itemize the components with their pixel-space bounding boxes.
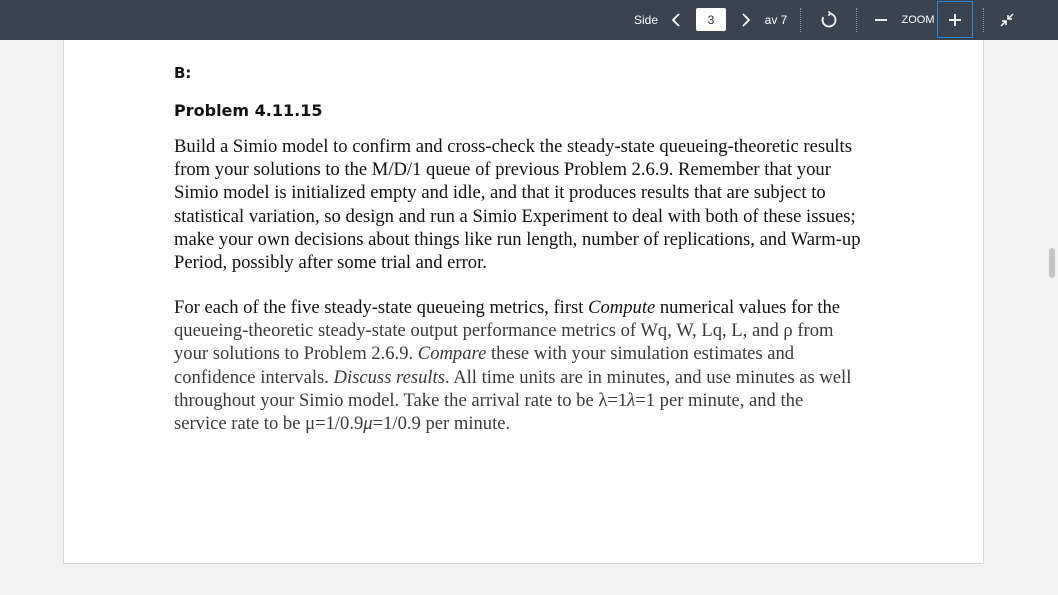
viewer-toolbar xyxy=(0,0,1058,40)
minus-icon xyxy=(874,13,888,27)
page-number-input[interactable] xyxy=(696,8,726,31)
rotate-icon xyxy=(820,11,838,29)
document-page xyxy=(63,40,984,564)
toolbar-divider xyxy=(983,8,985,32)
vertical-scrollbar-thumb[interactable] xyxy=(1049,248,1055,278)
paragraph-line: your solutions to Problem 2.6.9. Compare these with your simulation estimates and xyxy=(174,343,795,365)
paragraph-line: service rate to be μ=1/0.9μ=1/0.9 per minute. xyxy=(174,413,511,435)
page-total: av 7 xyxy=(764,13,788,27)
paragraph-line: Simio model is initialized empty and idle, and that it produces results that are subject to xyxy=(174,182,826,204)
problem-paragraph-1 xyxy=(174,135,889,274)
toolbar-divider xyxy=(856,8,858,32)
collapse-button[interactable] xyxy=(994,0,1020,40)
paragraph-line: confidence intervals. Discuss results. All time units are in minutes, and use minutes as well xyxy=(174,366,852,388)
paragraph-line: Build a Simio model to confirm and cross-check the steady-state queueing-theoretic results xyxy=(174,136,852,157)
plus-icon xyxy=(948,13,962,27)
problem-title: Problem 4.11.15 xyxy=(174,101,323,120)
slide-label: Side xyxy=(633,13,659,27)
zoom-label: ZOOM xyxy=(901,14,935,26)
paragraph-line: make your own decisions about things like run length, number of replications, and Warm-up xyxy=(174,228,861,250)
paragraph-line: queueing-theoretic steady-state output performance metrics of Wq, W, Lq, L, and ρ from xyxy=(174,320,834,342)
paragraph-line: Period, possibly after some trial and error. xyxy=(174,252,487,274)
paragraph-line: from your solutions to the M/D/1 queue of previous Problem 2.6.9. Remember that your xyxy=(174,159,831,181)
paragraph-line: statistical variation, so design and run a Simio Experiment to deal with both of these issues; xyxy=(174,205,856,227)
zoom-out-button[interactable] xyxy=(870,0,892,40)
next-page-button[interactable] xyxy=(734,0,756,40)
zoom-in-button[interactable] xyxy=(937,1,973,38)
collapse-icon xyxy=(999,12,1015,28)
chevron-left-icon xyxy=(671,13,683,27)
toolbar-divider xyxy=(800,8,802,32)
section-label: B: xyxy=(174,64,192,82)
chevron-right-icon xyxy=(739,13,751,27)
paragraph-line: For each of the five steady-state queueing metrics, first Compute numerical values for the xyxy=(174,297,841,318)
rotate-button[interactable] xyxy=(816,0,842,40)
problem-paragraph-2 xyxy=(174,296,889,435)
paragraph-line: throughout your Simio model. Take the arrival rate to be λ=1λ=1 per minute, and the xyxy=(174,389,804,411)
prev-page-button[interactable] xyxy=(666,0,688,40)
